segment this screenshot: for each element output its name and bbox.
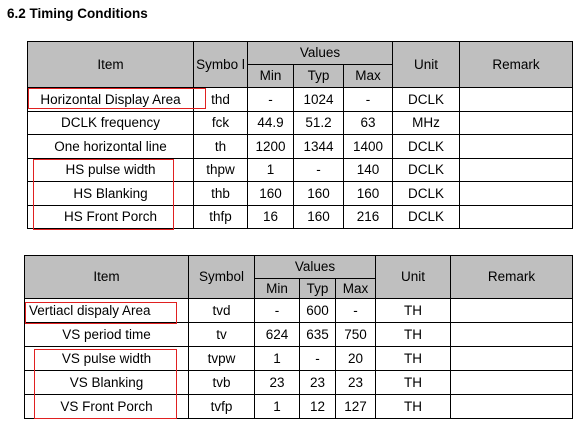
cell-item: DCLK frequency — [28, 111, 194, 135]
cell-typ: 23 — [300, 371, 336, 395]
section-title: 6.2 Timing Conditions — [7, 6, 148, 21]
cell-symbol: fck — [194, 111, 248, 135]
header-symbol: Symbol — [189, 256, 255, 299]
cell-unit: DCLK — [393, 88, 460, 112]
cell-max: 140 — [344, 158, 393, 182]
header-item: Item — [28, 42, 194, 88]
cell-item: VS pulse width — [25, 347, 189, 371]
cell-remark — [460, 205, 573, 229]
cell-max: - — [344, 88, 393, 112]
cell-min: 1 — [248, 158, 294, 182]
cell-symbol: tvd — [189, 299, 255, 323]
cell-item: HS Front Porch — [28, 205, 194, 229]
cell-item: VS Blanking — [25, 371, 189, 395]
table-row — [25, 395, 573, 419]
cell-symbol: thpw — [194, 158, 248, 182]
cell-max: 20 — [336, 347, 376, 371]
header-item: Item — [25, 256, 189, 299]
cell-unit: MHz — [393, 111, 460, 135]
cell-item: Vertiacl dispaly Area — [25, 299, 189, 323]
table-row — [25, 371, 573, 395]
cell-typ: 635 — [300, 323, 336, 347]
cell-remark — [451, 299, 573, 323]
cell-item: VS period time — [25, 323, 189, 347]
header-min: Min — [255, 279, 300, 299]
cell-max: 63 — [344, 111, 393, 135]
cell-max: 216 — [344, 205, 393, 229]
cell-min: - — [255, 299, 300, 323]
cell-unit: TH — [376, 371, 451, 395]
cell-symbol: tvb — [189, 371, 255, 395]
header-max: Max — [336, 279, 376, 299]
cell-symbol: tvpw — [189, 347, 255, 371]
header-remark: Remark — [451, 256, 573, 299]
cell-unit: DCLK — [393, 158, 460, 182]
table-row — [28, 111, 573, 135]
table-row — [28, 205, 573, 229]
header-values: Values — [248, 42, 393, 65]
cell-remark — [460, 158, 573, 182]
cell-item: One horizontal line — [28, 135, 194, 159]
header-typ: Typ — [294, 65, 344, 88]
cell-min: 624 — [255, 323, 300, 347]
horizontal-timing-table — [27, 41, 573, 229]
cell-max: 127 — [336, 395, 376, 419]
cell-symbol: thd — [194, 88, 248, 112]
cell-symbol: thb — [194, 182, 248, 206]
cell-symbol: tv — [189, 323, 255, 347]
cell-max: - — [336, 299, 376, 323]
cell-typ: 1344 — [294, 135, 344, 159]
cell-item: HS pulse width — [28, 158, 194, 182]
cell-remark — [460, 135, 573, 159]
cell-unit: TH — [376, 395, 451, 419]
cell-item: VS Front Porch — [25, 395, 189, 419]
cell-unit: TH — [376, 299, 451, 323]
vertical-timing-table — [24, 255, 573, 419]
cell-unit: TH — [376, 347, 451, 371]
table-row — [25, 299, 573, 323]
cell-max: 750 — [336, 323, 376, 347]
table-row — [28, 135, 573, 159]
header-min: Min — [248, 65, 294, 88]
cell-max: 1400 — [344, 135, 393, 159]
cell-max: 23 — [336, 371, 376, 395]
header-unit: Unit — [376, 256, 451, 299]
header-max: Max — [344, 65, 393, 88]
cell-remark — [460, 88, 573, 112]
header-values: Values — [255, 256, 376, 279]
cell-min: 1 — [255, 347, 300, 371]
header-typ: Typ — [300, 279, 336, 299]
header-remark: Remark — [460, 42, 573, 88]
cell-min: 1 — [255, 395, 300, 419]
cell-typ: 600 — [300, 299, 336, 323]
header-symbol: Symbo l — [194, 42, 248, 88]
cell-max: 160 — [344, 182, 393, 206]
cell-unit: DCLK — [393, 182, 460, 206]
cell-remark — [451, 371, 573, 395]
cell-item: HS Blanking — [28, 182, 194, 206]
cell-min: 44.9 — [248, 111, 294, 135]
cell-typ: 160 — [294, 205, 344, 229]
cell-typ: 51.2 — [294, 111, 344, 135]
cell-remark — [460, 111, 573, 135]
cell-typ: - — [300, 347, 336, 371]
cell-typ: 12 — [300, 395, 336, 419]
header-unit: Unit — [393, 42, 460, 88]
cell-symbol: tvfp — [189, 395, 255, 419]
cell-min: 16 — [248, 205, 294, 229]
cell-unit: TH — [376, 323, 451, 347]
cell-typ: 1024 — [294, 88, 344, 112]
table-row — [28, 158, 573, 182]
cell-symbol: th — [194, 135, 248, 159]
cell-item: Horizontal Display Area — [28, 88, 194, 112]
cell-remark — [460, 182, 573, 206]
cell-min: 23 — [255, 371, 300, 395]
cell-unit: DCLK — [393, 135, 460, 159]
table-row — [28, 88, 573, 112]
cell-symbol: thfp — [194, 205, 248, 229]
table-row — [25, 323, 573, 347]
cell-remark — [451, 323, 573, 347]
cell-remark — [451, 347, 573, 371]
table-row — [28, 182, 573, 206]
cell-unit: DCLK — [393, 205, 460, 229]
cell-typ: 160 — [294, 182, 344, 206]
cell-min: 1200 — [248, 135, 294, 159]
table-row — [25, 347, 573, 371]
cell-typ: - — [294, 158, 344, 182]
cell-min: - — [248, 88, 294, 112]
cell-min: 160 — [248, 182, 294, 206]
cell-remark — [451, 395, 573, 419]
